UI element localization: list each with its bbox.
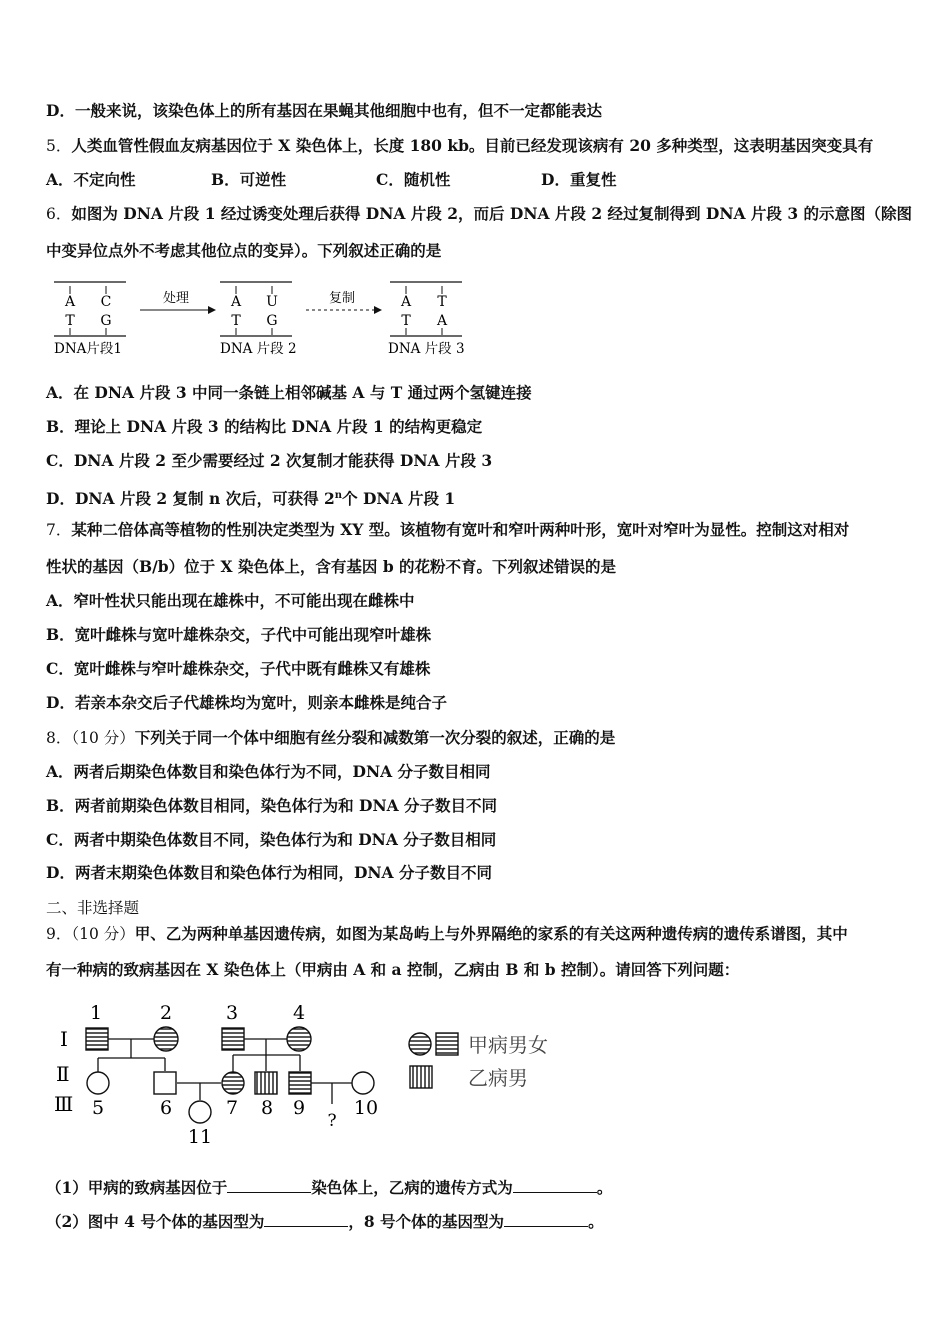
q9-1-text-b: 染色体上，乙病的遗传方式为 [311,1178,513,1197]
q7-stem-2: 性状的基因（B/b）位于 X 染色体上，含有基因 b 的花粉不育。下列叙述错误的是 [46,557,617,576]
question-6 [46,203,913,225]
seg2-bottom-base-2: G [266,313,278,329]
id-5: 5 [91,1097,105,1119]
seg1-label: DNA片段1 [54,341,122,357]
individual-9 [289,1072,311,1094]
seg1-top-base-2: C [100,294,112,310]
seg1-bottom-base-2: G [100,313,112,329]
q6-option-a: A．在 DNA 片段 3 中同一条链上相邻碱基 A 与 T 通过两个氢键连接 [46,383,532,402]
question-8 [46,727,908,749]
legend-jia-female [409,1033,431,1055]
seg2-bottom-base-1: T [231,313,241,329]
unknown-offspring: ? [327,1111,337,1131]
seg1-top-base-1: A [64,294,76,310]
seg3-bottom-base-1: T [401,313,411,329]
gen-label-1: Ⅰ [60,1027,68,1051]
q9-2-text-a: （2）图中 4 号个体的基因型为 [46,1212,265,1231]
dna-segment-2 [220,282,297,357]
arrow-replication [306,290,382,314]
q9-number: 9．（10 分） [46,925,135,943]
question-9 [46,923,908,945]
q6d-text-post: 个 DNA 片段 1 [342,489,456,509]
arrow2-label: 复制 [328,291,356,306]
q5-option-d: D．重复性 [541,170,617,189]
q5-option-c: C．随机性 [376,170,451,189]
q7-number: 7． [46,521,72,539]
legend-jia-male [436,1033,458,1055]
q6-option-c: C．DNA 片段 2 至少需要经过 2 次复制才能获得 DNA 片段 3 [46,451,493,470]
q5-stem: 人类血管性假血友病基因位于 X 染色体上，长度 180 kb。目前已经发现该病有 20 多种类型，这表明基因突变具有 [71,136,874,155]
id-8: 8 [260,1097,274,1119]
q9-stem-1: 甲、乙为两种单基因遗传病，如图为某岛屿上与外界隔绝的家系的有关这两种遗传病的遗传系谱图，其中 [134,924,848,943]
seg3-top-base-2: T [437,294,447,310]
q8-option-d: D．两者末期染色体数目和染色体行为相同，DNA 分子数目不同 [46,863,492,882]
dna-segment-1 [54,282,126,357]
q5-number: 5． [46,137,72,155]
seg2-top-base-2: U [266,294,278,310]
individual-4 [287,1027,311,1051]
q8-stem: 下列关于同一个体中细胞有丝分裂和减数第一次分裂的叙述，正确的是 [134,728,616,747]
individual-11 [189,1101,211,1123]
individual-5 [87,1072,109,1094]
id-2: 2 [159,1002,173,1024]
seg2-label: DNA 片段 2 [220,341,297,357]
section-heading: 二、非选择题 [46,899,140,917]
q9-2-blank-2[interactable] [504,1212,588,1227]
q5-option-a: A．不定向性 [46,170,136,189]
q9-2-text-b: ，8 号个体的基因型为 [348,1212,505,1231]
dna-figure [48,272,478,364]
q6-option-d [46,485,908,510]
q5-options [46,169,908,191]
q6d-superscript: n [334,490,343,501]
pedigree-figure [48,996,578,1148]
q6-option-b: B．理论上 DNA 片段 3 的结构比 DNA 片段 1 的结构更稳定 [46,417,483,436]
individual-2 [154,1027,178,1051]
q7-stem-1: 某种二倍体高等植物的性别决定类型为 XY 型。该植物有宽叶和窄叶两种叶形，宽叶对窄叶为显性。控制这对相对 [71,520,850,539]
dna-segment-3 [388,282,465,357]
individual-1 [86,1028,108,1050]
seg1-bottom-base-1: T [65,313,75,329]
seg3-label: DNA 片段 3 [388,341,465,357]
legend-yi-male [410,1066,432,1088]
q9-1-text-a: （1）甲病的致病基因位于 [46,1178,228,1197]
id-10: 10 [353,1097,379,1119]
q9-1-text-c: 。 [596,1178,613,1197]
q7-option-b: B．宽叶雌株与宽叶雄株杂交，子代中可能出现窄叶雄株 [46,625,432,644]
gen-label-3: Ⅲ [54,1092,74,1116]
q9-stem-2: 有一种病的致病基因在 X 染色体上（甲病由 A 和 a 控制，乙病由 B 和 b 控制）。请回答下列问题： [46,960,740,979]
q7-option-a: A．窄叶性状只能出现在雄株中，不可能出现在雌株中 [46,591,415,610]
q9-subquestion-2 [46,1211,908,1233]
individual-10 [352,1072,374,1094]
q7-option-d: D．若亲本杂交后子代雄株均为宽叶，则亲本雌株是纯合子 [46,693,447,712]
legend-jia-label: 甲病男女 [468,1033,548,1057]
q8-number: 8．（10 分） [46,729,135,747]
id-1: 1 [89,1002,103,1024]
individual-7 [222,1072,244,1094]
individual-6 [154,1072,176,1094]
q9-1-blank-2[interactable] [513,1178,597,1193]
seg3-bottom-base-2: A [436,313,448,329]
legend-yi-label: 乙病男 [468,1066,528,1090]
id-3: 3 [225,1002,239,1024]
q8-option-a: A．两者后期染色体数目和染色体行为不同，DNA 分子数目相同 [46,762,491,781]
q6-number: 6． [46,205,72,223]
id-9: 9 [292,1097,306,1119]
q7-option-c: C．宽叶雌株与窄叶雄株杂交，子代中既有雌株又有雄株 [46,659,431,678]
q9-2-blank-1[interactable] [264,1212,348,1227]
q6-stem-2: 中变异位点外不考虑其他位点的变异）。下列叙述正确的是 [46,241,442,260]
q8-option-b: B．两者前期染色体数目相同，染色体行为和 DNA 分子数目不同 [46,796,498,815]
individual-8 [255,1072,277,1094]
id-4: 4 [292,1002,306,1024]
q9-2-text-c: 。 [588,1212,604,1231]
question-7 [46,519,908,541]
individual-3 [222,1028,244,1050]
id-6: 6 [159,1097,173,1119]
gen-label-2: Ⅱ [56,1062,70,1086]
q9-1-blank-1[interactable] [227,1178,311,1193]
arrow1-label: 处理 [162,291,190,306]
q9-subquestion-1 [46,1177,908,1199]
id-11: 11 [187,1126,213,1148]
seg3-top-base-1: A [400,294,412,310]
id-7: 7 [225,1097,239,1119]
arrow-treatment [140,290,216,314]
seg2-top-base-1: A [230,294,242,310]
q8-option-c: C．两者中期染色体数目不同，染色体行为和 DNA 分子数目相同 [46,830,497,849]
question-5 [46,135,908,157]
q5-option-b: B．可逆性 [211,170,287,189]
q4-option-d: D．一般来说，该染色体上的所有基因在果蝇其他细胞中也有，但不一定都能表达 [46,101,602,120]
q6d-text-pre: D．DNA 片段 2 复制 n 次后，可获得 2 [46,489,335,509]
q6-stem-1: 如图为 DNA 片段 1 经过诱变处理后获得 DNA 片段 2，而后 DNA 片段 2 经过复制得到 DNA 片段 3 的示意图（除图 [71,204,913,223]
pedigree-legend [409,1033,548,1090]
